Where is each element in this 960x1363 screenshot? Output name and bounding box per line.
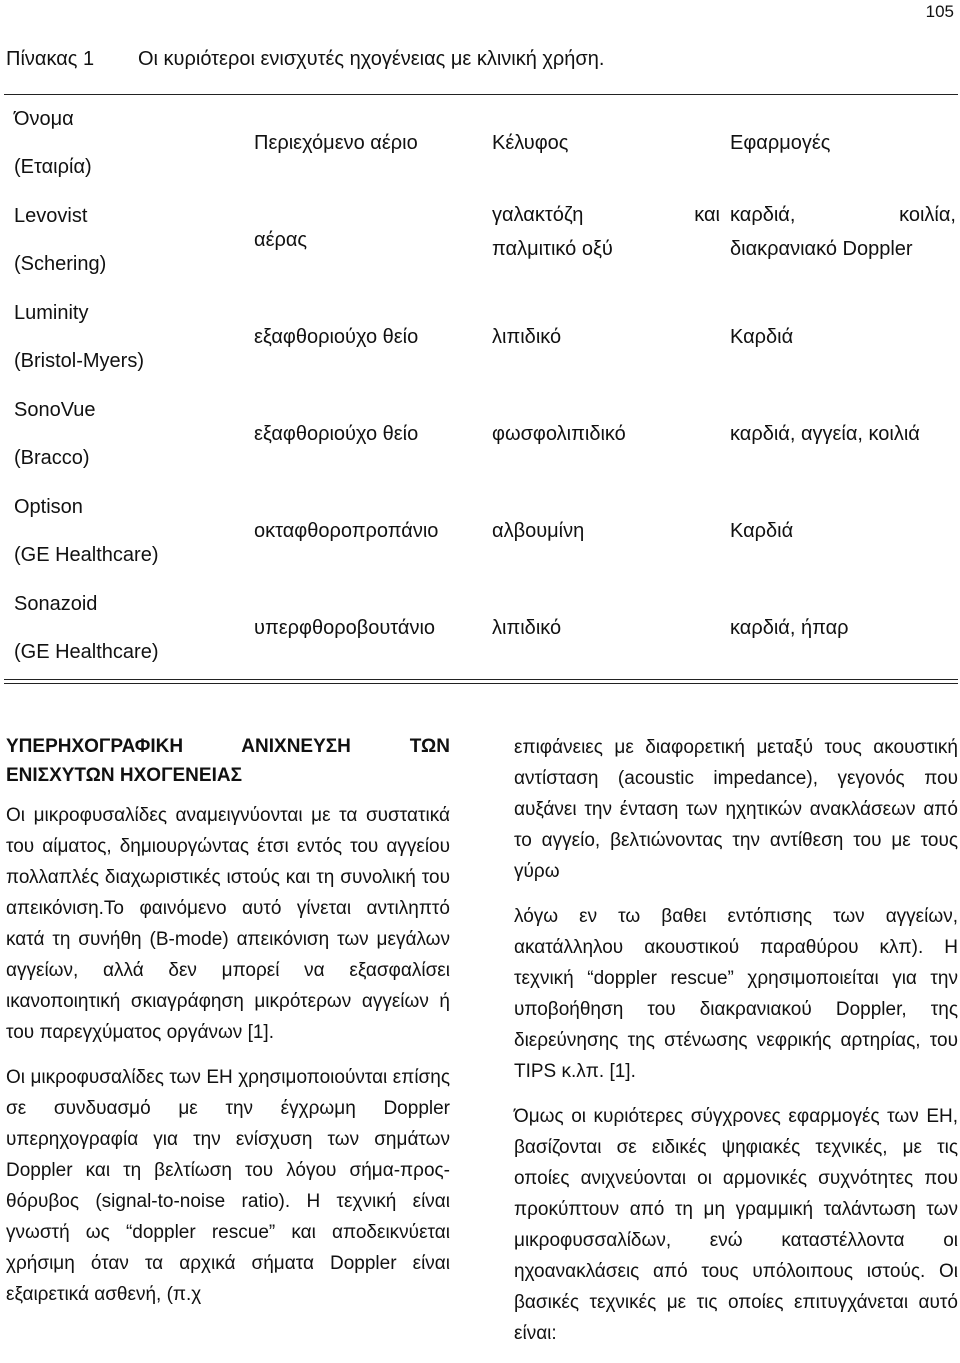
header-name-line2: (Εταιρία) xyxy=(14,156,92,178)
table-row xyxy=(4,386,958,483)
app-cell: καρδιά, ήπαρ xyxy=(730,617,849,639)
shell-cell: αλβουμίνη xyxy=(492,520,585,542)
header-shell: Κέλυφος xyxy=(492,132,569,154)
table-row xyxy=(4,580,958,677)
paragraph: Όμως οι κυριότερες σύγχρονες εφαρμογές των ΕΗ, βασίζονται σε ειδικές ψηφιακές τεχνικές, με τις οποίες ανιχνεύονται οι αρμονικές συχνότητες που προκύπτουν από τη μη γραμμική ταλάντωση των μικροφυσσαλίδων, ενώ καταστέλλοντα οι ηχοανακλάσεις από τους υπόλοιπους ιστούς. Οι βασικές τεχνικές με τις οποίες επιτυγχάνεται αυτό είναι: xyxy=(514,1106,958,1344)
table-caption xyxy=(6,48,954,71)
gas-cell: υπερφθοροβουτάνιο xyxy=(254,617,436,639)
gas-cell: εξαφθοριούχο θείο xyxy=(254,423,419,445)
article-right-column xyxy=(514,732,958,1363)
section-heading: ΥΠΕΡΗΧΟΓΡΑΦΙΚΗ ΑΝΙΧΝΕΥΣΗ ΤΩΝ ΕΝΙΣΧΥΤΩΝ ΗΧΟΓΕΝΕΙΑΣ xyxy=(6,736,450,786)
app-cell: Καρδιά xyxy=(730,520,794,542)
article-left-column xyxy=(6,732,450,1324)
agent-company: (GE Healthcare) xyxy=(14,544,159,566)
paragraph: Οι μικροφυσαλίδες αναμειγνύονται με τα συστατικά του αίματος, δημιουργώντας έτσι εντός του αγγείου πολλαπλές διαχωριστικές ιστούς και τη συνολική του απεικόνιση.Το φαινόμενο αυτό γίνεται αντιληπτό κατά τη συνήθη (B-mode) απεικόνιση των μεγάλων αγγείων, αλλά δεν μπορεί να εξασφαλίσει ικανοποιητική σκιαγράφηση μικρότερων αγγείων ή του παρεγχύματος οργάνων [1]. xyxy=(6,805,450,1043)
agent-company: (GE Healthcare) xyxy=(14,641,159,663)
app-cell: Καρδιά xyxy=(730,326,794,348)
row-name-cell xyxy=(14,386,250,482)
agent-company: (Bracco) xyxy=(14,447,90,469)
shell-cell: λιπιδικό xyxy=(492,617,562,639)
agent-name: Sonazoid xyxy=(14,593,98,615)
table-caption-label: Πίνακας 1 xyxy=(6,48,95,70)
table-header-row xyxy=(4,95,958,192)
header-gas: Περιεχόμενο αέριο xyxy=(254,132,418,154)
table-row xyxy=(4,192,958,289)
paragraph: λόγω εν τω βαθει εντόπισης των αγγείων, ακατάλληλου ακουστικού παραθύρου κλπ). Η τεχνική “doppler rescue” χρησιμοποιείται για την υποβοήθηση του διακρανιακού Doppler, της διερεύνησης της στένωσης νεφρικής αρτηρίας, του TIPS κ.λπ. [1]. xyxy=(514,906,958,1082)
header-name xyxy=(14,95,250,191)
row-name-cell xyxy=(14,192,250,288)
agent-name: Levovist xyxy=(14,205,88,227)
shell-line2: παλμιτικό οξύ xyxy=(492,238,613,260)
app-line1: καρδιά, κοιλία, xyxy=(730,204,956,226)
header-applications: Εφαρμογές xyxy=(730,132,831,154)
table-bottom-rule-second xyxy=(4,683,958,684)
table-caption-text: Οι κυριότεροι ενισχυτές ηχογένειας με κλινική χρήση. xyxy=(138,48,605,70)
agent-company: (Schering) xyxy=(14,253,107,275)
agent-name: SonoVue xyxy=(14,399,96,421)
row-name-cell xyxy=(14,483,250,579)
shell-line1: γαλακτόζη και xyxy=(492,204,720,226)
paragraph: επιφάνειες με διαφορετική μεταξύ τους ακουστική αντίσταση (acoustic impedance), γεγονός που αυξάνει την ένταση των ηχητικών ανακλάσεων από το αγγείο, βελτιώνοντας την αντίθεση του με τους γύρω xyxy=(514,737,958,882)
paragraph: Οι μικροφυσαλίδες των ΕΗ χρησιμοποιούνται επίσης σε συνδυασμό με την έγχρωμη Doppler υπερηχογραφία για την ενίσχυση των σημάτων Doppler και τη βελτίωση του λόγου σήμα-προς-θόρυβος (signal-to-noise ratio). Η τεχνική είναι γνωστή ως “doppler rescue” και αποδεικνύεται χρήσιμη όταν τα αρχικά σήματα Doppler είναι εξαιρετικά ασθενή, (π.χ xyxy=(6,1067,450,1305)
table-bottom-rule xyxy=(4,679,958,680)
app-cell: καρδιά, αγγεία, κοιλιά xyxy=(730,423,920,445)
agent-name: Luminity xyxy=(14,302,89,324)
gas-cell: αέρας xyxy=(254,229,308,251)
shell-cell: φωσφολιπιδικό xyxy=(492,423,626,445)
shell-cell: λιπιδικό xyxy=(492,326,562,348)
header-name-line1: Όνομα xyxy=(14,108,74,130)
agent-company: (Bristol-Myers) xyxy=(14,350,144,372)
shell-cell xyxy=(492,198,720,266)
gas-cell: εξαφθοριούχο θείο xyxy=(254,326,419,348)
row-name-cell xyxy=(14,580,250,676)
gas-cell: οκταφθοροπροπάνιο xyxy=(254,520,439,542)
agent-name: Optison xyxy=(14,496,83,518)
app-cell xyxy=(730,198,956,266)
table-row xyxy=(4,483,958,580)
app-line2: διακρανιακό Doppler xyxy=(730,238,913,260)
contrast-agents-table xyxy=(4,94,958,684)
row-name-cell xyxy=(14,289,250,385)
table-row xyxy=(4,289,958,386)
page-number: 105 xyxy=(925,2,954,21)
